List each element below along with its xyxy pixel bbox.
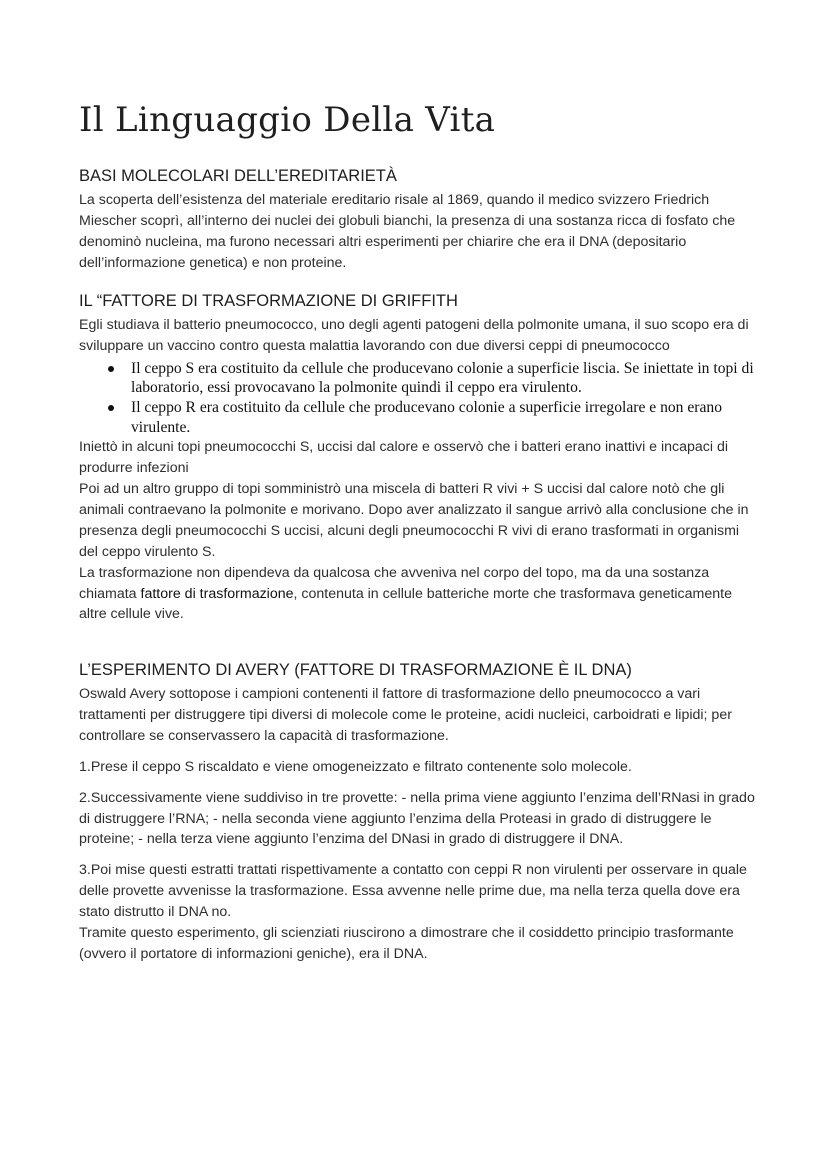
paragraph: Iniettò in alcuni topi pneumococchi S, uccisi dal calore e osservò che i batteri erano inattivi e incapaci di produrre infezioni [79, 439, 729, 477]
paragraph-intro: Egli studiava il batterio pneumococco, uno degli agenti patogeni della polmonite umana, il suo scopo era di sviluppare un vaccino contro questa malattia lavorando con due diversi ceppi di pneumococco [79, 317, 749, 354]
paragraph-conclusion: Tramite questo esperimento, gli scienziati riuscirono a dimostrare che il cosiddetto principio trasformante (ovvero il portatore di informazioni geniche), era il DNA. [79, 925, 734, 962]
section-heading: L’ESPERIMENTO DI AVERY (FATTORE DI TRASFORMAZIONE È IL DNA) [79, 661, 632, 679]
section-heading: IL “FATTORE DI TRASFORMAZIONE DI GRIFFITH [79, 292, 458, 310]
paragraph-text: , contenuta in cellule batteriche morte che trasformava geneticamente altre cellule vive. [79, 585, 732, 623]
paragraph-intro: Oswald Avery sottopose i campioni contenenti il fattore di trasformazione dello pneumococco a vari trattamenti per distruggere tipi diversi di molecole come le proteine, acidi nucleici, carboidrati e lipidi; per controllare se conservassero la capacità di trasformazione. [79, 686, 732, 744]
bullet-text: Il ceppo R era costituito da cellule che producevano colonie a superficie irregolare e non erano virulente. [131, 399, 723, 436]
section-heading: BASI MOLECOLARI DELL’EREDITARIETÀ [79, 167, 397, 185]
paragraph: Poi ad un altro gruppo di topi somministrò una miscela di batteri R vivi + S uccisi dal calore notò che gli animali contraevano la polmonite e morivano. Dopo aver analizzato il sangue arrivò alla conclusione che in presenza degli pneumococchi S uccisi, alcuni degli pneumococchi R vivi di erano trasformati in organismi del ceppo virulento S. [79, 481, 749, 560]
section-basi-molecolari [79, 166, 759, 274]
bullet-icon [108, 405, 114, 411]
step-2: 2.Successivamente viene suddiviso in tre provette: - nella prima viene aggiunto l’enzima dell’RNasi in grado di distruggere l’RNA; - nella seconda viene aggiunto l’enzima della Proteasi in grado di distruggere le proteine; - nella terza viene aggiunto l’enzima del DNasi in grado di distruggere il DNA. [79, 789, 755, 848]
bullet-item [105, 359, 759, 398]
bullet-item [105, 398, 759, 437]
document-title: Il Linguaggio Della Vita [79, 100, 496, 140]
section-avery [79, 660, 759, 965]
paragraph-text: La trasformazione non dipendeva da qualcosa che avveniva nel corpo del topo, ma da una sostanza chiamata [79, 564, 710, 602]
step-1: 1.Prese il ceppo S riscaldato e viene omogeneizzato e filtrato contenente solo molecole. [79, 758, 632, 775]
highlighted-term: fattore di trasformazione [140, 585, 294, 602]
paragraph [79, 563, 759, 626]
bullet-text: Il ceppo S era costituito da cellule che producevano colonie a superficie liscia. Se iniettate in topi di laboratorio, essi provocavano la polmonite quindi il ceppo era virulento. [131, 359, 754, 397]
paragraph: La scoperta dell’esistenza del materiale ereditario risale al 1869, quando il medico svizzero Friedrich Miescher scoprì, all’interno dei nuclei dei globuli bianchi, la presenza di una sostanza ricca di fosfato che denominò nucleina, ma furono necessari altri esperimenti per chiarire che era il DNA (depositario dell’informazione genetica) e non proteine. [79, 192, 736, 271]
step-3: 3.Poi mise questi estratti trattati rispettivamente a contatto con ceppi R non virulenti per osservare in quale delle provette avvenisse la trasformazione. Essa avvenne nelle prime due, ma nella terza quella dove era stato distrutto il DNA no. [79, 862, 747, 921]
section-griffith [79, 291, 759, 625]
bullet-icon [108, 366, 114, 372]
bullet-list [79, 359, 759, 437]
